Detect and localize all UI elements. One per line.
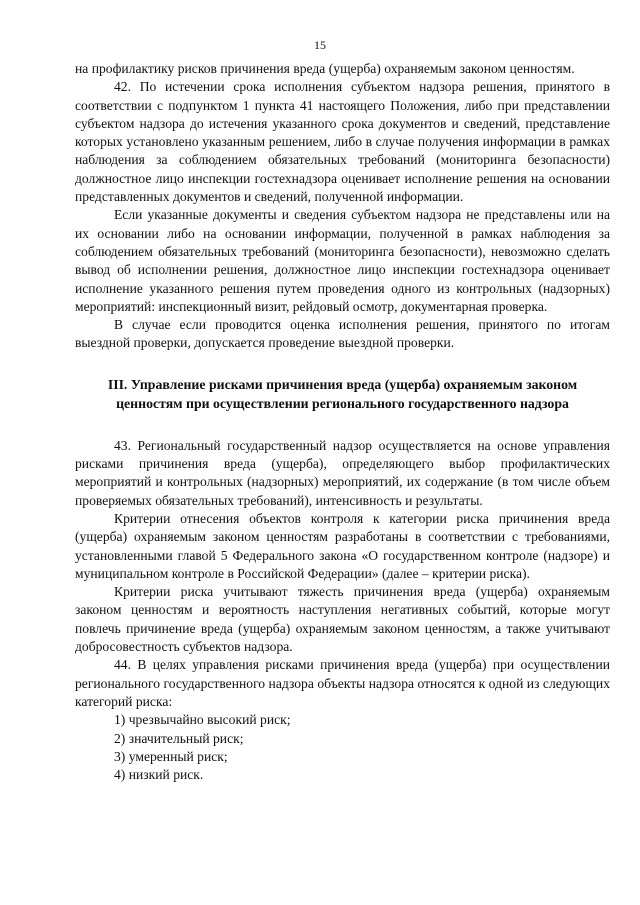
section-heading-line-1: III. Управление рисками причинения вреда (ущерба) охраняемым законом bbox=[107, 376, 578, 392]
list-item: 4) низкий риск. bbox=[114, 767, 204, 783]
paragraph-43-criteria-consider: Критерии риска учитывают тяжесть причинения вреда (ущерба) охраняемым законом ценностям и вероятность наступления негативных событий, которые могут повлечь причинение вреда (ущерба) охраняемым законом ценностям, а также учитывают добросовестность субъектов надзора. bbox=[75, 584, 610, 655]
list-item: 3) умеренный риск; bbox=[114, 748, 228, 764]
paragraph-continuation: на профилактику рисков причинения вреда (ущерба) охраняемым законом ценностям. bbox=[75, 61, 575, 76]
section-heading-line-2: ценностям при осуществлении регионального государственного надзора bbox=[116, 395, 569, 411]
list-item: 2) значительный риск; bbox=[114, 730, 244, 746]
paragraph-42-second: Если указанные документы и сведения субъектом надзора не представлены или на их основании либо на основании информации, полученной в рамках наблюдения за соблюдением обязательных требований (мониторинга безопасности), невозможно сделать вывод об исполнении решения, должностное лицо инспекции гостехнадзора оценивает исполнение указанного решения путем проведения одного из контрольных (надзорных) мероприятий: инспекционный визит, рейдовый осмотр, документарная проверка. bbox=[75, 207, 610, 314]
paragraph-43-criteria: Критерии отнесения объектов контроля к категории риска причинения вреда (ущерба) охраняемым законом ценностям разработаны в соответствии с требованиями, установленными главой 5 Федерального закона «О государственном контроле (надзоре) и муниципальном контроле в Российской Федерации» (далее – критерии риска). bbox=[75, 510, 610, 581]
paragraph-43: 43. Региональный государственный надзор осуществляется на основе управления рисками причинения вреда (ущерба), определяющего выбор профилактических мероприятий и контрольных (надзорных) мероприятий, их содержание (в том числе объем проверяемых обязательных требований), интенсивность и результаты. bbox=[75, 437, 610, 508]
paragraph-44: 44. В целях управления рисками причинения вреда (ущерба) при осуществлении регионального государственного надзора объекты надзора относятся к одной из следующих категорий риска: bbox=[75, 657, 610, 709]
document-body bbox=[75, 60, 610, 784]
section-heading bbox=[75, 375, 610, 413]
paragraph-42-third: В случае если проводится оценка исполнения решения, принятого по итогам выездной проверки, допускается проведение выездной проверки. bbox=[75, 317, 610, 351]
risk-category-list bbox=[75, 711, 610, 784]
paragraph-42: 42. По истечении срока исполнения субъектом надзора решения, принятого в соответствии с подпунктом 1 пункта 41 настоящего Положения, либо при представлении субъектом надзора до истечения указанного срока документов и сведений, представление которых установлено указанным решением, либо в случае получения информации в рамках наблюдения за соблюдением обязательных требований (мониторинга безопасности) должностное лицо инспекции гостехнадзора оценивает исполнение решения на основании представленных документов и сведений, полученной информации. bbox=[75, 79, 610, 205]
page-number: 15 bbox=[314, 38, 326, 52]
list-item: 1) чрезвычайно высокий риск; bbox=[114, 712, 291, 728]
